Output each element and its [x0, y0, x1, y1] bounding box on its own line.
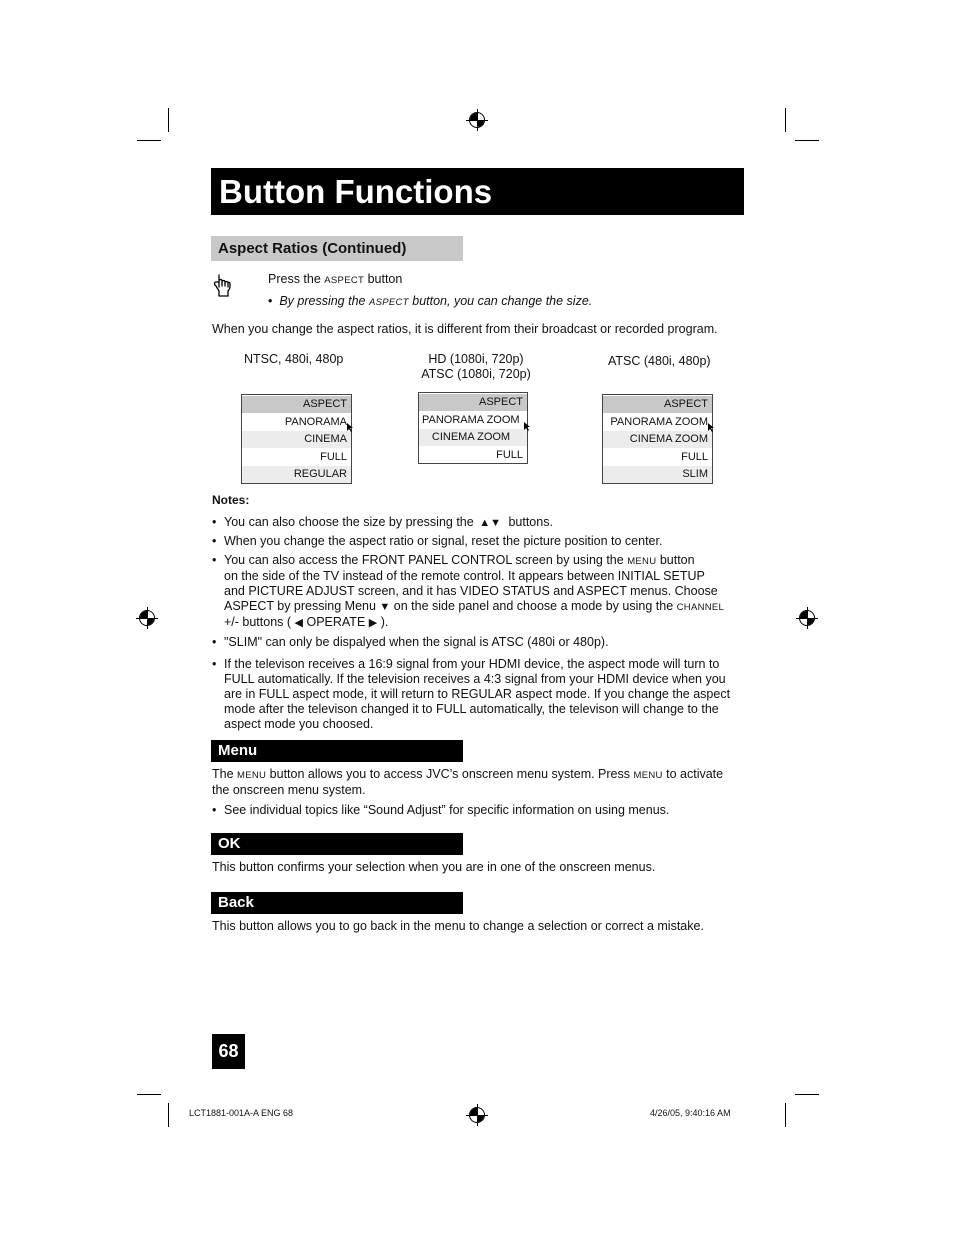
ok-section-heading: OK [211, 833, 463, 855]
menu-item[interactable]: FULL [603, 448, 712, 466]
back-section-heading: Back [211, 892, 463, 914]
notes-heading: Notes: [212, 493, 250, 507]
menu-section-heading: Menu [211, 740, 463, 762]
arrow-cursor-icon [346, 422, 355, 436]
registration-mark-icon [469, 112, 485, 128]
footer-timestamp: 4/26/05, 9:40:16 AM [650, 1108, 731, 1118]
note-item [224, 657, 730, 732]
crop-mark [795, 1094, 819, 1095]
note-line: FULL automatically. If the television receives a 4:3 signal from your HDMI device when you [224, 672, 726, 686]
press-text-end: button [364, 272, 403, 286]
note-item [224, 515, 553, 531]
channel-key-label: CHANNEL [676, 602, 725, 613]
page-number: 68 [212, 1034, 245, 1069]
menu-item[interactable]: CINEMA ZOOM [603, 430, 712, 448]
menu-key-label: MENU [633, 770, 663, 781]
registration-mark-icon [139, 610, 155, 626]
menu-item[interactable]: CINEMA ZOOM [419, 428, 527, 446]
registration-mark-icon [799, 610, 815, 626]
menu-key-label: MENU [627, 556, 657, 567]
note-line: +/- buttons ( ◀ OPERATE ▶ ). [224, 615, 389, 629]
aspect-intro: When you change the aspect ratios, it is different from their broadcast or recorded program. [212, 322, 718, 336]
arrow-cursor-icon [523, 421, 532, 435]
caption-line: ATSC (1080i, 720p) [421, 367, 531, 381]
crop-mark [785, 108, 786, 132]
menu-section-bullet: See individual topics like “Sound Adjust” for specific information on using menus. [224, 803, 670, 817]
aspect-menu-atsc [602, 394, 713, 484]
column-caption-ntsc: NTSC, 480i, 480p [244, 352, 344, 366]
note-text: You can also choose the size by pressing the [224, 515, 478, 529]
menu-item[interactable]: REGULAR [242, 465, 351, 483]
note-item: "SLIM" can only be dispalyed when the signal is ATSC (480i or 480p). [224, 635, 609, 649]
note-line: are in FULL aspect mode, it will return to REGULAR aspect mode. If you change the aspect [224, 687, 731, 701]
crop-mark [795, 140, 819, 141]
text-line: The MENU button allows you to access JVC’s onscreen menu system. Press MENU to activate [212, 767, 724, 781]
note-line: ASPECT by pressing Menu ▼ on the side panel and choose a mode by using the CHANNEL [224, 599, 725, 613]
page-title: Button Functions [211, 168, 744, 215]
aspect-key-label: ASPECT [324, 275, 365, 286]
note-line: mode after the televison changed it to FULL automatically, the televison will change to the [224, 702, 719, 716]
menu-item[interactable]: PANORAMA ZOOM [419, 411, 527, 429]
menu-title: ASPECT [603, 395, 712, 413]
aspect-key-label: ASPECT [368, 297, 409, 308]
crop-mark [137, 140, 161, 141]
up-down-arrows-icon: ▲▼ [479, 517, 501, 529]
footer-file-info: LCT1881-001A-A ENG 68 [189, 1108, 294, 1118]
menu-item[interactable]: SLIM [603, 465, 712, 483]
aspect-section-heading: Aspect Ratios (Continued) [211, 236, 463, 261]
note-line: You can also access the FRONT PANEL CONTROL screen by using the MENU button [224, 553, 695, 567]
right-arrow-icon: ▶ [368, 617, 378, 629]
bullet-dot: • [212, 534, 217, 548]
bullet-dot: • [212, 553, 217, 567]
aspect-menu-hd [418, 392, 528, 464]
menu-title: ASPECT [242, 395, 351, 413]
down-arrow-icon: ▼ [379, 601, 391, 613]
note-line: on the side of the TV instead of the remote control. It appears between INITIAL SETUP [224, 569, 705, 583]
crop-mark [137, 1094, 161, 1095]
menu-item[interactable]: PANORAMA ZOOM [603, 413, 712, 431]
menu-item[interactable]: CINEMA [242, 430, 351, 448]
aspect-bullet [268, 294, 592, 310]
aspect-menu-ntsc [241, 394, 352, 484]
press-aspect-instruction [268, 272, 402, 288]
back-section-text: This button allows you to go back in the menu to change a selection or correct a mistake. [212, 919, 704, 933]
note-item [224, 553, 724, 631]
bullet-dot: • [212, 515, 217, 529]
caption-line: HD (1080i, 720p) [428, 352, 524, 366]
menu-title: ASPECT [419, 393, 527, 411]
note-line: If the televison receives a 16:9 signal from your HDMI device, the aspect mode will turn to [224, 657, 720, 671]
crop-mark [168, 1103, 169, 1127]
bullet-dot: • [268, 294, 280, 308]
column-caption-hd [408, 352, 544, 382]
text-line: the onscreen menu system. [212, 783, 366, 797]
crop-mark [168, 108, 169, 132]
column-caption-atsc: ATSC (480i, 480p) [608, 354, 711, 368]
bullet-dot: • [212, 803, 217, 817]
left-arrow-icon: ◀ [294, 617, 303, 629]
menu-item[interactable]: FULL [242, 448, 351, 466]
note-text-end: buttons. [504, 515, 553, 529]
bullet-dot: • [212, 657, 217, 671]
bullet-dot: • [212, 635, 217, 649]
menu-item[interactable]: PANORAMA [242, 413, 351, 431]
press-text: Press the [268, 272, 325, 286]
note-line: and PICTURE ADJUST screen, and it has VIDEO STATUS and ASPECT menus. Choose [224, 584, 718, 598]
bullet-text: By pressing the [279, 294, 369, 308]
ok-section-text: This button confirms your selection when you are in one of the onscreen menus. [212, 860, 656, 874]
crop-mark [785, 1103, 786, 1127]
bullet-text-end: button, you can change the size. [408, 294, 593, 308]
note-line: aspect mode you choosed. [224, 717, 374, 731]
menu-item[interactable]: FULL [419, 446, 527, 464]
note-item: When you change the aspect ratio or signal, reset the picture position to center. [224, 534, 663, 548]
menu-section-text [212, 767, 723, 798]
registration-mark-icon [469, 1107, 485, 1123]
menu-key-label: MENU [237, 770, 267, 781]
arrow-cursor-icon [707, 422, 716, 436]
hand-press-icon [212, 273, 236, 299]
